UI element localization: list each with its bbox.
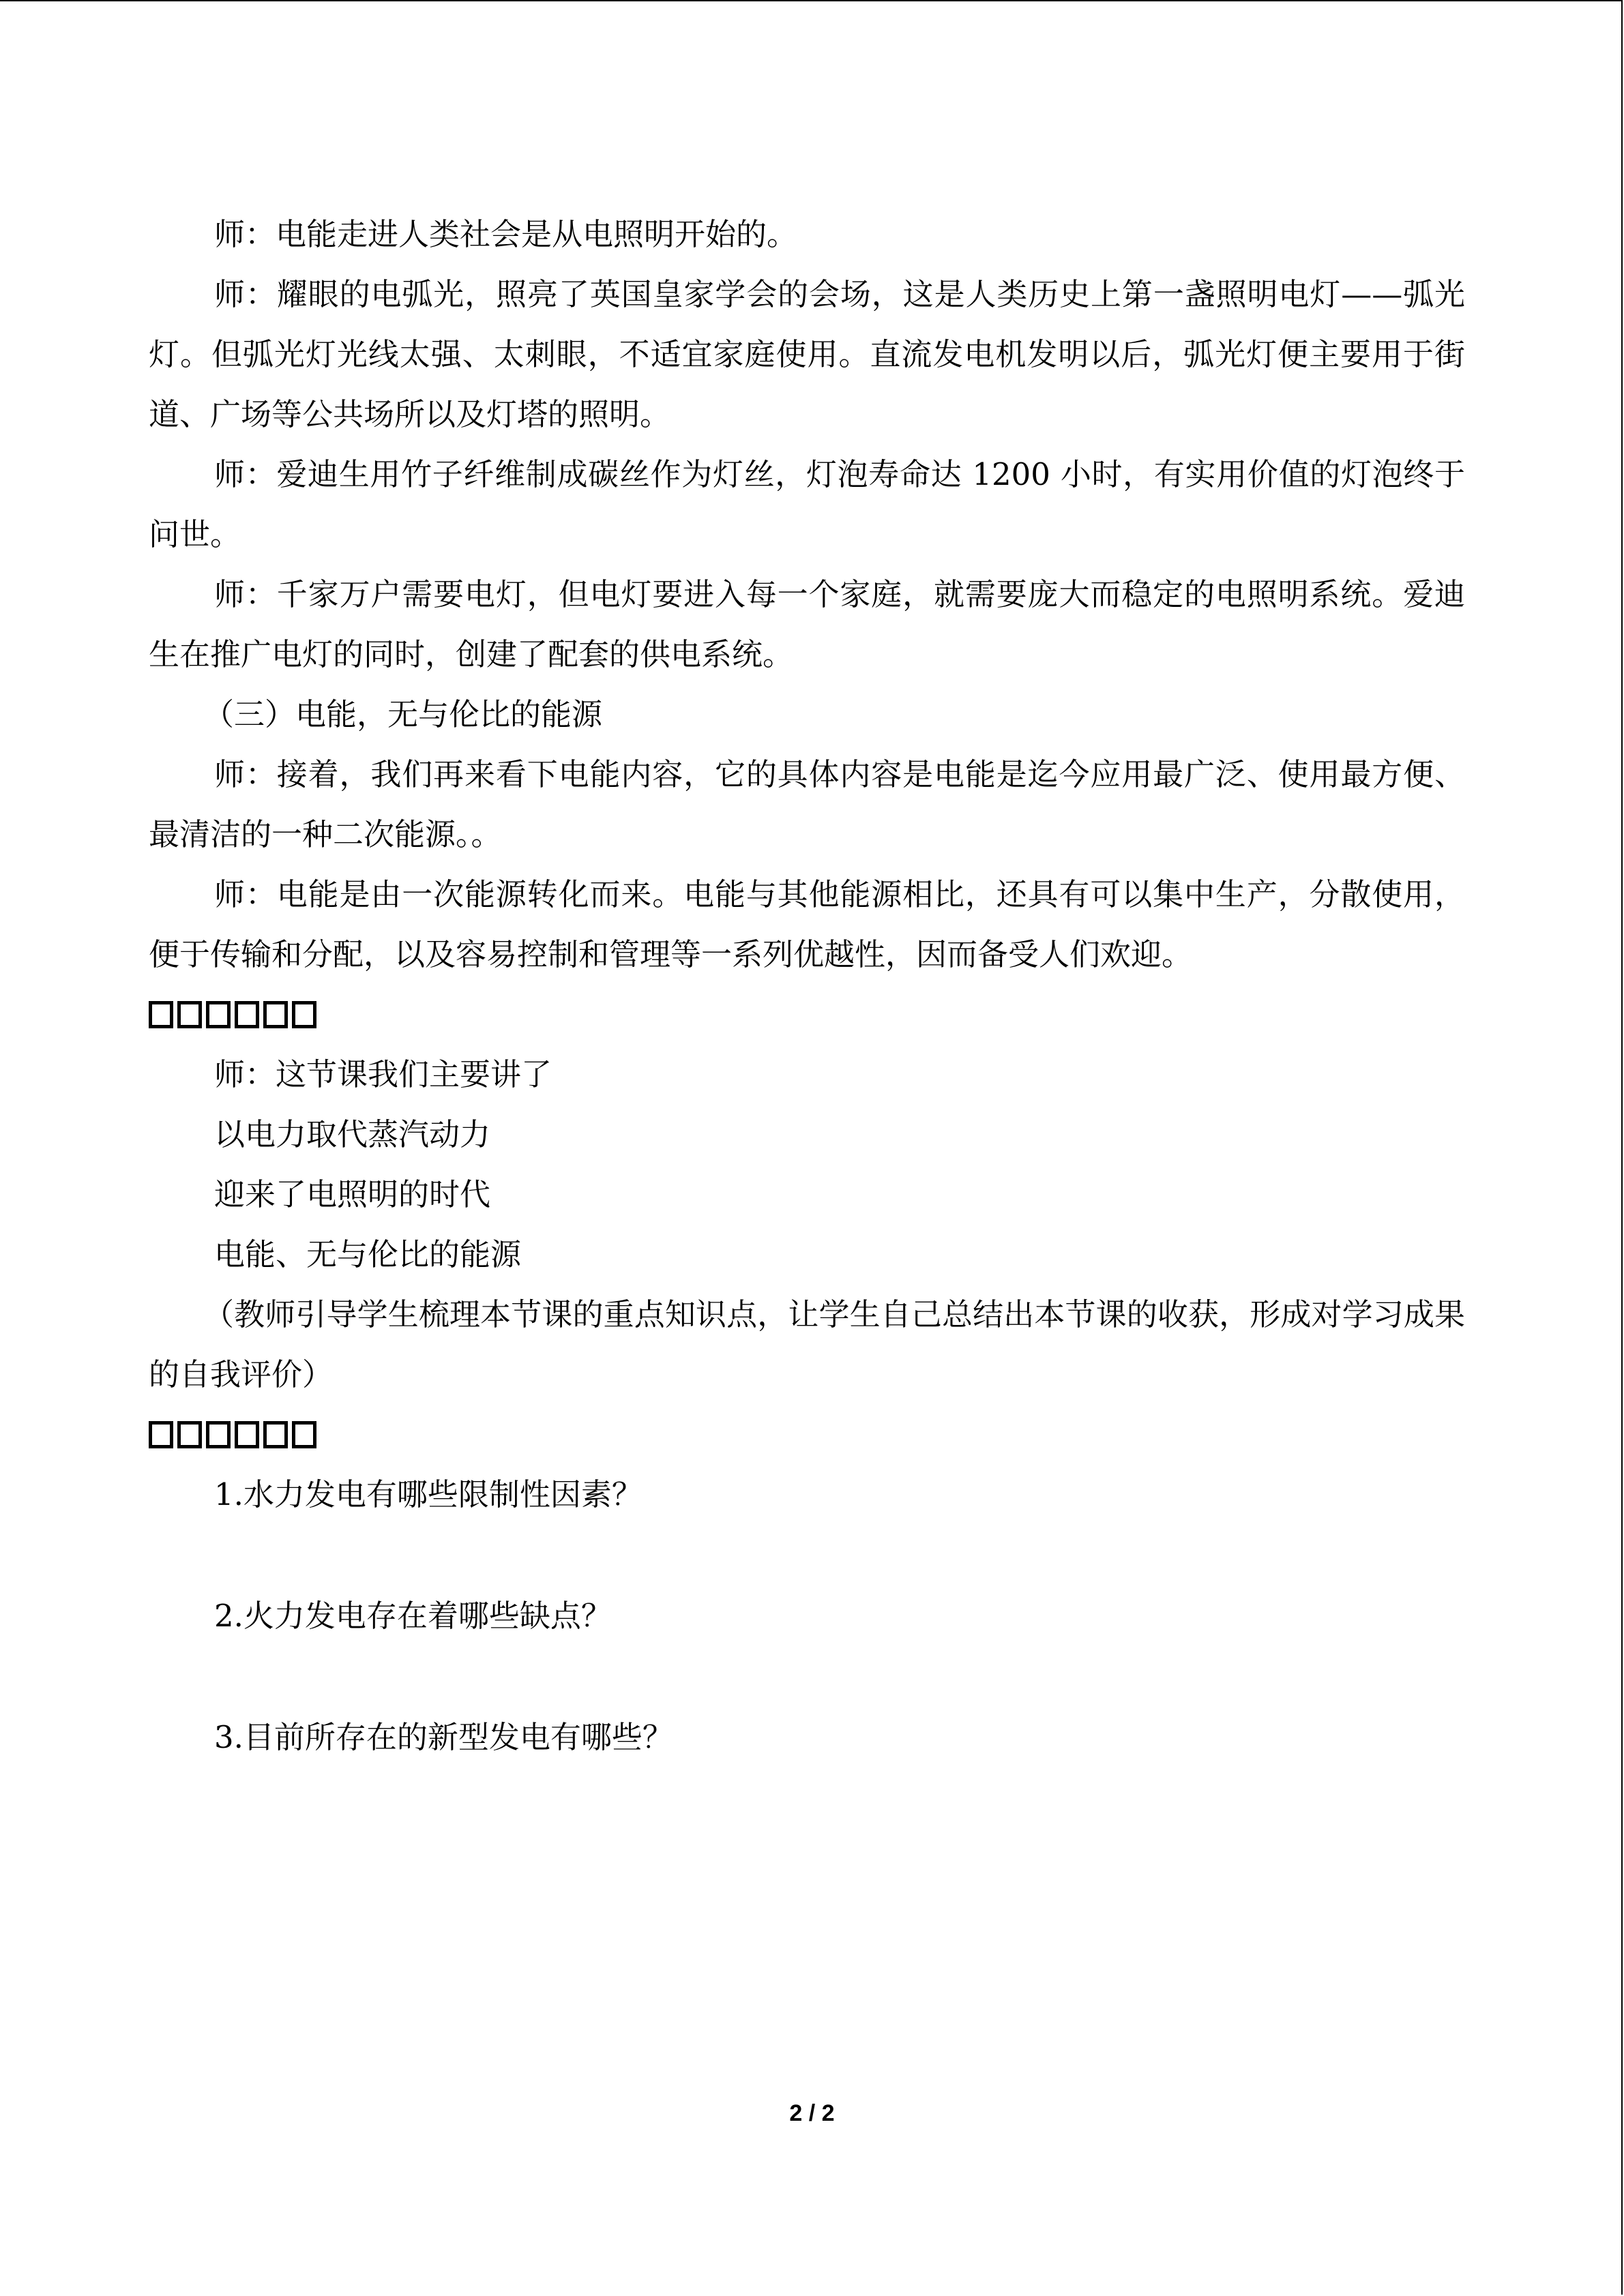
- paragraph: 师：电能是由一次能源转化而来。电能与其他能源相比，还具有可以集中生产，分散使用，便于传输和分配，以及容易控制和管理等一系列优越性，因而备受人们欢迎。: [149, 876, 1465, 972]
- summary-note: （教师引导学生梳理本节课的重点知识点，让学生自己总结出本节课的收获，形成对学习成果的自我评价）: [149, 1296, 1465, 1392]
- section-heading: （三）电能，无与伦比的能源: [203, 696, 603, 732]
- document-body: [149, 205, 1465, 1768]
- missing-glyph-box: [177, 1001, 202, 1028]
- summary-point: 以电力取代蒸汽动力: [214, 1116, 491, 1152]
- page-number: 2 / 2: [789, 2100, 835, 2126]
- missing-glyph-box: [177, 1421, 202, 1448]
- paragraph: 师：电能走进人类社会是从电照明开始的。: [214, 216, 798, 252]
- exercise-question: 2.火力发电存在着哪些缺点？: [214, 1598, 612, 1634]
- missing-glyph-box: [292, 1421, 316, 1448]
- missing-glyph-box: [263, 1421, 288, 1448]
- summary-point: 电能、无与伦比的能源: [214, 1236, 522, 1272]
- missing-glyph-box: [263, 1001, 288, 1028]
- answer-space: [149, 1525, 1465, 1586]
- missing-glyph-box: [235, 1001, 259, 1028]
- answer-space: [149, 1646, 1465, 1708]
- missing-glyph-box: [149, 1421, 173, 1448]
- summary-intro: 师：这节课我们主要讲了: [214, 1056, 552, 1092]
- exercise-question: 3.目前所存在的新型发电有哪些？: [214, 1719, 673, 1755]
- missing-glyph-heading-summary: [149, 985, 1465, 1045]
- missing-glyph-box: [235, 1421, 259, 1448]
- missing-glyph-heading-exercises: [149, 1405, 1465, 1465]
- paragraph: 师：接着，我们再来看下电能内容，它的具体内容是电能是迄今应用最广泛、使用最方便、最清洁的一种二次能源。。: [149, 756, 1465, 852]
- paragraph: 师：千家万户需要电灯，但电灯要进入每一个家庭，就需要庞大而稳定的电照明系统。爱迪生在推广电灯的同时，创建了配套的供电系统。: [149, 576, 1465, 672]
- missing-glyph-box: [149, 1001, 173, 1028]
- paragraph: 师：爱迪生用竹子纤维制成碳丝作为灯丝，灯泡寿命达 1200 小时，有实用价值的灯泡终于问世。: [149, 456, 1465, 552]
- missing-glyph-box: [292, 1001, 316, 1028]
- missing-glyph-box: [206, 1421, 231, 1448]
- summary-point: 迎来了电照明的时代: [214, 1176, 491, 1212]
- exercise-question: 1.水力发电有哪些限制性因素？: [214, 1476, 643, 1512]
- missing-glyph-box: [206, 1001, 231, 1028]
- paragraph: 师：耀眼的电弧光，照亮了英国皇家学会的会场，这是人类历史上第一盏照明电灯——弧光灯。但弧光灯光线太强、太刺眼，不适宜家庭使用。直流发电机发明以后，弧光灯便主要用于街道、广场等公共场所以及灯塔的照明。: [149, 276, 1465, 432]
